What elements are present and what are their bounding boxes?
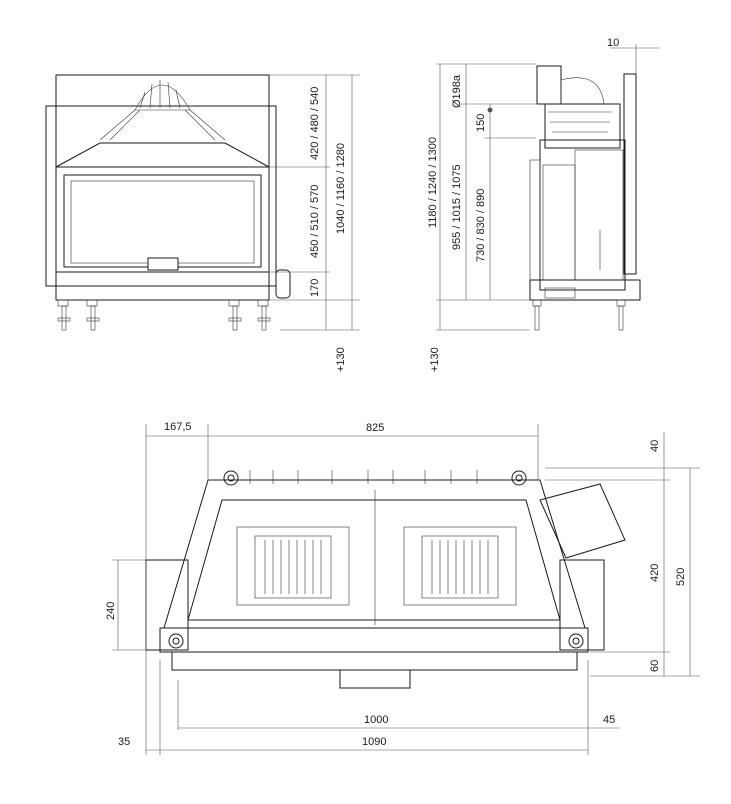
front-view xyxy=(46,75,360,372)
plan-dim-right-45: 45 xyxy=(603,714,616,726)
plan-dim-left-35: 35 xyxy=(118,736,131,748)
side-dim-collar: 150 xyxy=(475,113,487,132)
plan-dim-left-offset: 167,5 xyxy=(164,421,192,433)
side-dim-top-offset: 10 xyxy=(607,37,620,49)
side-dim-total: 1180 / 1240 / 1300 xyxy=(427,137,439,228)
front-dim-door: 450 / 510 / 570 xyxy=(309,184,321,258)
plan-dim-top-width: 825 xyxy=(366,422,385,434)
front-dim-base: 170 xyxy=(309,278,321,297)
plan-dim-depth-520: 520 xyxy=(675,567,687,586)
plan-dim-depth-420: 420 xyxy=(649,563,661,582)
front-dim-feet: +130 xyxy=(335,347,347,372)
plan-dim-top-right: 40 xyxy=(649,439,661,452)
plan-view xyxy=(105,421,700,755)
side-dim-feet: +130 xyxy=(429,347,441,372)
plan-dim-depth-60: 60 xyxy=(649,659,661,672)
plan-dim-inner-width: 1000 xyxy=(364,714,389,726)
plan-dim-left-240: 240 xyxy=(105,601,117,620)
side-dim-mid: 955 / 1015 / 1075 xyxy=(451,164,463,250)
front-dim-total: 1040 / 1160 / 1280 xyxy=(335,143,347,234)
front-dim-upper: 420 / 480 / 540 xyxy=(309,86,321,160)
side-dim-inner: 730 / 830 / 890 xyxy=(475,188,487,262)
side-dim-flue: Ø198a xyxy=(451,74,463,108)
side-view xyxy=(427,37,660,372)
plan-dim-total-width: 1090 xyxy=(362,736,387,748)
